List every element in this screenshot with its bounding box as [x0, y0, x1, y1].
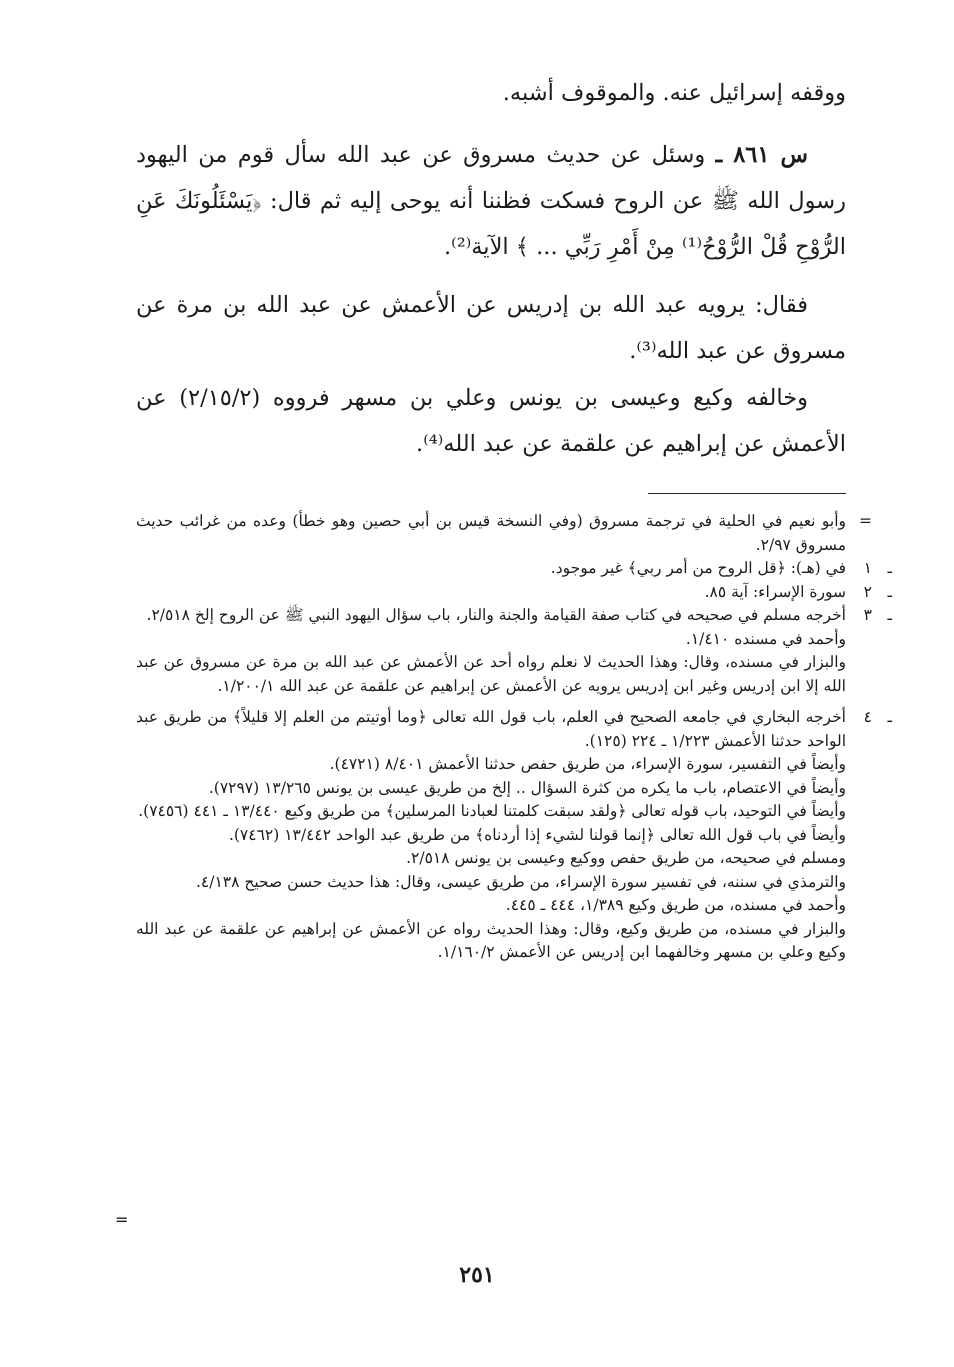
footnote-continuation: = وأبو نعيم في الحلية في ترجمة مسروق (وفي النسخة قيس بن أبي حصين وهو خطأ) وعده من غرائب حديث مسروق ٢/٩٧.	[136, 512, 872, 554]
question-text: وسئل عن حديث مسروق عن عبد الله سأل قوم من اليهود رسول الله ﷺ عن الروح فسكت فظننا أنه يوحى إليه ثم قال: ﴿يَسْئَلُونَكَ عَنِ الرُّوْحِ قُلْ الرُّوْحُ⁽¹⁾ مِنْ أَمْرِ رَبِّي ... ﴾ الآية⁽²⁾.	[136, 142, 846, 260]
footnote-4-line-7: والترمذي في سننه، في تفسير سورة الإسراء، من طريق عيسى، وقال: هذا حديث حسن صحيح ٤/١٣٨.	[195, 872, 846, 891]
footnote-3-line-2: وأحمد في مسنده ١/٤١٠.	[685, 629, 846, 648]
contrary-paragraph: وخالفه وكيع وعيسى بن يونس وعلي بن مسهر فرووه (٢/١٥/٢) عن الأعمش عن إبراهيم عن علقمة عن عبد الله⁽⁴⁾.	[136, 385, 846, 457]
page-number: ٢٥١	[459, 1262, 495, 1288]
footnote-4-line-8: وأحمد في مسنده، من طريق وكيع ١/٣٨٩، ٤٤٤ ـ ٤٤٥.	[505, 896, 846, 914]
main-answer	[136, 282, 846, 374]
main-line-top: ووقفه إسرائيل عنه. والموقوف أشبه.	[502, 80, 846, 106]
footnote-3: ٣ ـ أخرجه مسلم في صحيحه في كتاب صفة القيامة والجنة والنار، باب سؤال اليهود النبي ﷺ عن الروح إلخ ٢/٥١٨.	[136, 604, 846, 628]
footnote-2: ٢ ـ سورة الإسراء: آية ٨٥.	[136, 581, 846, 605]
footnote-4-line-3: وأيضاً في الاعتصام، باب ما يكره من كثرة السؤال .. إلخ من طريق عيسى بن يونس ١٣/٢٦٥ (٧٢٩٧).	[208, 778, 846, 797]
footnote-3-number: ٣	[863, 606, 872, 624]
main-question	[136, 132, 846, 270]
footnote-1-number: ١	[863, 559, 872, 577]
footnote-3-line-3: والبزار في مسنده، وقال: وهذا الحديث لا نعلم رواه أحد عن الأعمش عن عبد الله بن مرة عن مسروق عن عبد الله إلا ابن إدريس وغير ابن إدريس يرويه عن الأعمش عن إبراهيم عن علقمة عن عبد الله ١/٢٠٠/١.	[136, 653, 846, 695]
footnotes	[136, 510, 892, 965]
footnote-4-line-6: ومسلم في صحيحه، من طريق حفص ووكيع وعيسى بن يونس ٢/٥١٨.	[406, 849, 846, 867]
answer-paragraph: فقال: يرويه عبد الله بن إدريس عن الأعمش عن عبد الله بن مرة عن مسروق عن عبد الله⁽³⁾.	[136, 292, 846, 364]
main-contrary	[136, 375, 846, 467]
question-paragraph	[136, 132, 846, 270]
continuation-mark-bottom: =	[115, 1210, 129, 1229]
footnote-1: ١ ـ في (هـ): ﴿قل الروح من أمر ربي﴾ غير موجود.	[136, 557, 846, 581]
footnote-4-line-2: وأيضاً في التفسير، سورة الإسراء، من طريق حفص حدثنا الأعمش ٨/٤٠١ (٤٧٢١).	[329, 755, 846, 773]
main-text-top	[136, 70, 846, 116]
footnote-4-line-5: وأيضاً في باب قول الله تعالى ﴿إنما قولنا لشيء إذا أردناه﴾ من طريق عبد الواحد ١٣/٤٤٢ (٧٤٦٢).	[228, 825, 846, 844]
footnote-2-number: ٢	[863, 582, 872, 601]
question-number: س ٨٦١ ـ	[715, 142, 808, 168]
footnote-4: ٤ ـ أخرجه البخاري في جامعه الصحيح في العلم، باب قول الله تعالى ﴿وما أوتيتم من العلم إلا قليلاً﴾ من طريق عبد الواحد حدثنا الأعمش ١/٢٢٣ ـ ٢٢٤ (١٢٥).	[136, 708, 892, 750]
continuation-mark: =	[859, 512, 872, 530]
footnote-4-number: ٤	[863, 708, 872, 726]
footnote-4-line-4: وأيضاً في التوحيد، باب قوله تعالى ﴿ولقد سبقت كلمتنا لعبادنا المرسلين﴾ من طريق وكيع ١٣/٤٤٠ ـ ٤٤١ (٧٤٥٦).	[138, 802, 846, 820]
footnote-4-line-9: والبزار في مسنده، من طريق وكيع، وقال: وهذا الحديث رواه عن الأعمش عن إبراهيم عن علقمة عن عبد الله وكيع وعلي بن مسهر وخالفهما ابن إدريس عن الأعمش ١/١٦٠/٢.	[136, 919, 846, 961]
footnote-separator	[648, 493, 846, 494]
